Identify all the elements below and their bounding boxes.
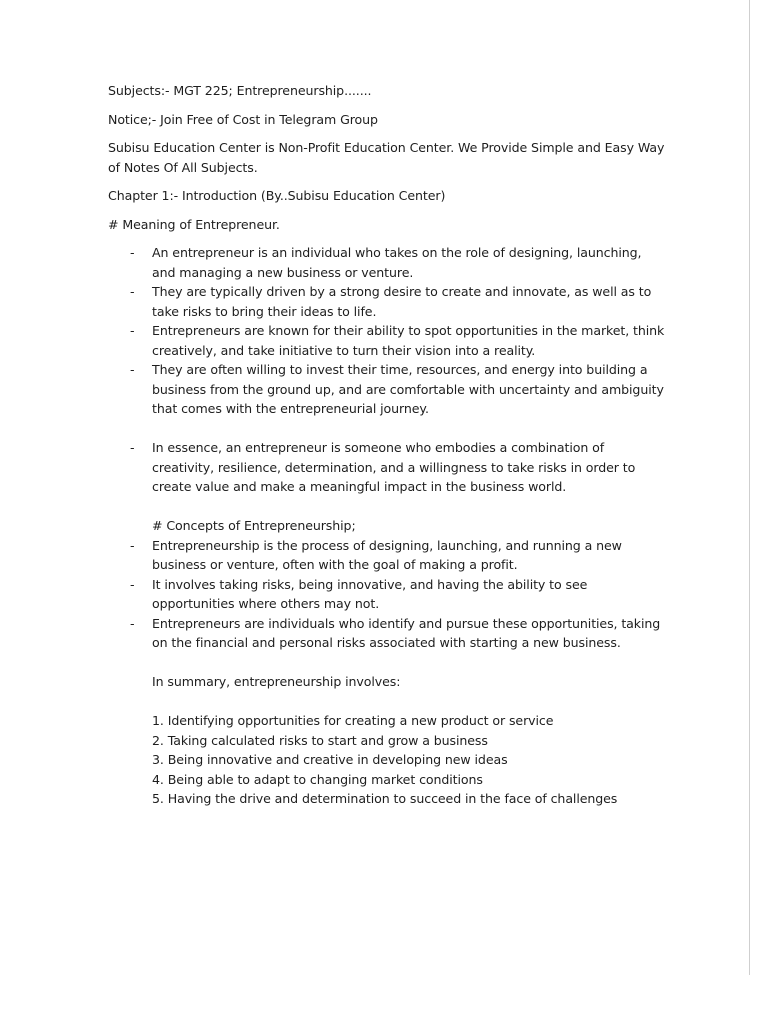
- meaning-heading: # Meaning of Entrepreneur.: [108, 216, 280, 232]
- bullet-text: They are often willing to invest their time, resources, and energy into building a business from the ground up, and are comfortable with uncertainty and ambiguity that comes with the entrepreneurial journey.: [152, 362, 664, 416]
- bullet-text: In essence, an entrepreneur is someone who embodies a combination of creativity, resilience, determination, and a willingness to take risks in order to create value and make a meaningful impact in the business world.: [152, 440, 636, 494]
- list-item: 3. Being innovative and creative in developing new ideas: [152, 752, 508, 767]
- bullet-text: Entrepreneurship is the process of designing, launching, and running a new business or venture, often with the goal of making a profit.: [152, 537, 622, 572]
- bullet-marker: -: [130, 245, 135, 260]
- bullet-marker: -: [130, 362, 135, 377]
- chapter-title: Chapter 1:- Introduction (By..Subisu Education Center): [108, 188, 446, 203]
- bullet-marker: -: [130, 537, 135, 553]
- list-item: 1. Identifying opportunities for creating a new product or service: [152, 713, 554, 728]
- list-item: [108, 360, 668, 419]
- subjects-line: Subjects:- MGT 225; Entrepreneurship.......: [108, 83, 372, 98]
- list-item: [108, 438, 668, 497]
- bullet-marker: -: [130, 440, 135, 455]
- bullet-text: An entrepreneur is an individual who takes on the role of designing, launching, and managing a new business or venture.: [152, 245, 642, 280]
- summary-intro: In summary, entrepreneurship involves:: [152, 674, 401, 689]
- list-item: [108, 321, 668, 360]
- bullet-marker: -: [130, 615, 135, 631]
- concepts-heading: # Concepts of Entrepreneurship;: [152, 518, 356, 533]
- bullet-marker: -: [130, 323, 135, 338]
- list-item: [108, 282, 668, 321]
- bullet-text: Entrepreneurs are individuals who identify and pursue these opportunities, taking on the financial and personal risks associated with starting a new business.: [152, 615, 661, 650]
- bullet-marker: -: [130, 284, 135, 299]
- bullet-text: Entrepreneurs are known for their ability to spot opportunities in the market, think creatively, and take initiative to turn their vision into a reality.: [152, 323, 665, 358]
- bullet-marker: -: [130, 576, 135, 592]
- bullet-text: It involves taking risks, being innovative, and having the ability to see opportunities where others may not.: [152, 576, 588, 611]
- list-item: [108, 243, 668, 282]
- list-item: 2. Taking calculated risks to start and grow a business: [152, 732, 488, 748]
- summary-numbered-list: [152, 711, 668, 809]
- page-edge-divider: [749, 0, 750, 975]
- meaning-bullet-list: [108, 243, 668, 497]
- notice-line: Notice;- Join Free of Cost in Telegram Group: [108, 111, 378, 127]
- list-item: [108, 536, 668, 575]
- list-item: [108, 575, 668, 614]
- bullet-text: They are typically driven by a strong desire to create and innovate, as well as to take risks to bring their ideas to life.: [152, 284, 652, 319]
- list-item: 5. Having the drive and determination to succeed in the face of challenges: [152, 791, 618, 806]
- document-body: [108, 81, 668, 809]
- list-item: 4. Being able to adapt to changing market conditions: [152, 771, 483, 787]
- list-item: [108, 614, 668, 653]
- concepts-bullet-list: [108, 536, 668, 653]
- intro-paragraph: Subisu Education Center is Non-Profit Education Center. We Provide Simple and Easy Way of Notes Of All Subjects.: [108, 140, 665, 175]
